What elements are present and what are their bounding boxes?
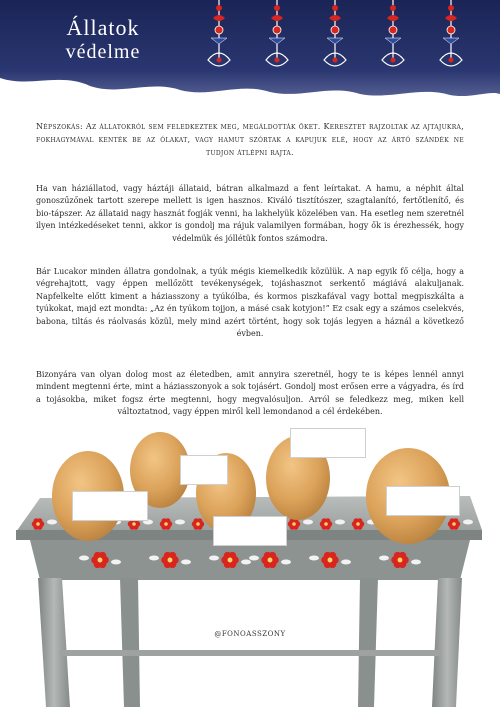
intro-folk-custom: Népszokás: Az állatokról sem feledkeztek meg, megáldották őket. Keresztet rajzoltak az ajtajukra, fokhagymával kenték be az ólakat, vagy hamut szórtak a kapujuk elé, hogy az ártó szándék ne tudjon átlépni rajta.	[36, 122, 464, 157]
folk-leaf-icon	[79, 556, 89, 561]
folk-leaf-icon	[249, 556, 259, 561]
egg-label-box-4[interactable]	[290, 428, 366, 458]
folk-pendant-icon	[437, 0, 465, 80]
folk-leaf-icon	[379, 556, 389, 561]
folk-pendant-icon	[321, 0, 349, 80]
folk-leaf-icon	[309, 556, 319, 561]
paragraph-3: Bizonyára van olyan dolog most az életedben, amit annyira szeretnél, hogy te is képes lennél annyi mindent megtenni érte, mint a háziasszonyok a sok tojásért. Gondolj most erősen erre a vágyadra, és írd a tojásokba, miket fogsz érte megtenni, hogy megvalósuljon. Arról se feledkezz meg, miken kell változtatnod, vagy éppen miről kell lemondanod a cél érdekében.	[36, 370, 464, 417]
folk-pendant-icon	[205, 0, 233, 80]
folk-leaf-icon	[111, 560, 121, 565]
paragraph-2: Bár Lucakor minden állatra gondolnak, a tyúk mégis kiemelkedik közülük. A nap egyik fő célja, hogy a végrehajtott, vagy éppen mellőzött tevékenységek, tojáshasznot serkentő mágiává alakuljanak. Napfelkelte előtt kiment a háziasszony a tyúkólba, és kormos piszkafával vagy bottal megpiszkálta a tyúkokat, majd ezt mondta: „Az én tyúkom tojjon, a másé csak kotyjon!” Ez csak egy a számos cselekvés, babona, tiltás és ráolvasás közül, mely mind azért történt, hogy sok tojás legyen a háznál a következő évben.	[36, 267, 464, 339]
folk-leaf-icon	[149, 556, 159, 561]
header-band	[0, 0, 500, 100]
title-line-1: Állatok	[66, 15, 140, 40]
folk-leaf-icon	[209, 556, 219, 561]
folk-pendant-icon	[379, 0, 407, 80]
folk-leaf-icon	[241, 560, 251, 565]
folk-leaf-icon	[281, 560, 291, 565]
folk-leaf-icon	[341, 560, 351, 565]
egg-label-box-3[interactable]	[213, 516, 287, 546]
egg-label-box-1[interactable]	[72, 491, 148, 521]
page-title	[28, 16, 178, 64]
folk-leaf-icon	[335, 520, 345, 525]
table-with-eggs-illustration	[0, 418, 500, 707]
folk-leaf-icon	[47, 520, 57, 525]
title-line-2: védelme	[65, 41, 141, 63]
paragraph-1: Ha van háziállatod, vagy háztáji állataid, bátran alkalmazd a fent leírtakat. A hamu, a néphit által gonoszűzőnek tartott szerepe mellett is igen hasznos. Kiváló tisztítószer, szagtalanító, fertőtlenítő, és bio-tápszer. Az állataid nagy hasznát fogják venni, ha lakhelyük közelében van. Ha esetleg nem szeretnél ilyen intézkedéseket tenni, akkor is gondolj ma rájuk valamilyen formában, hogy ők is érezhessék, hogy védelmük és jóllétük fontos számodra.	[36, 184, 464, 243]
folk-leaf-icon	[463, 520, 473, 525]
folk-embroidery-border	[205, 0, 495, 85]
egg-label-box-2[interactable]	[180, 455, 228, 485]
egg-label-box-5[interactable]	[386, 486, 460, 516]
folk-pendant-icon	[263, 0, 291, 80]
folk-leaf-icon	[175, 520, 185, 525]
footer-handle: @FONOASSZONY	[214, 630, 286, 638]
folk-leaf-icon	[181, 560, 191, 565]
folk-leaf-icon	[303, 520, 313, 525]
folk-leaf-icon	[411, 560, 421, 565]
